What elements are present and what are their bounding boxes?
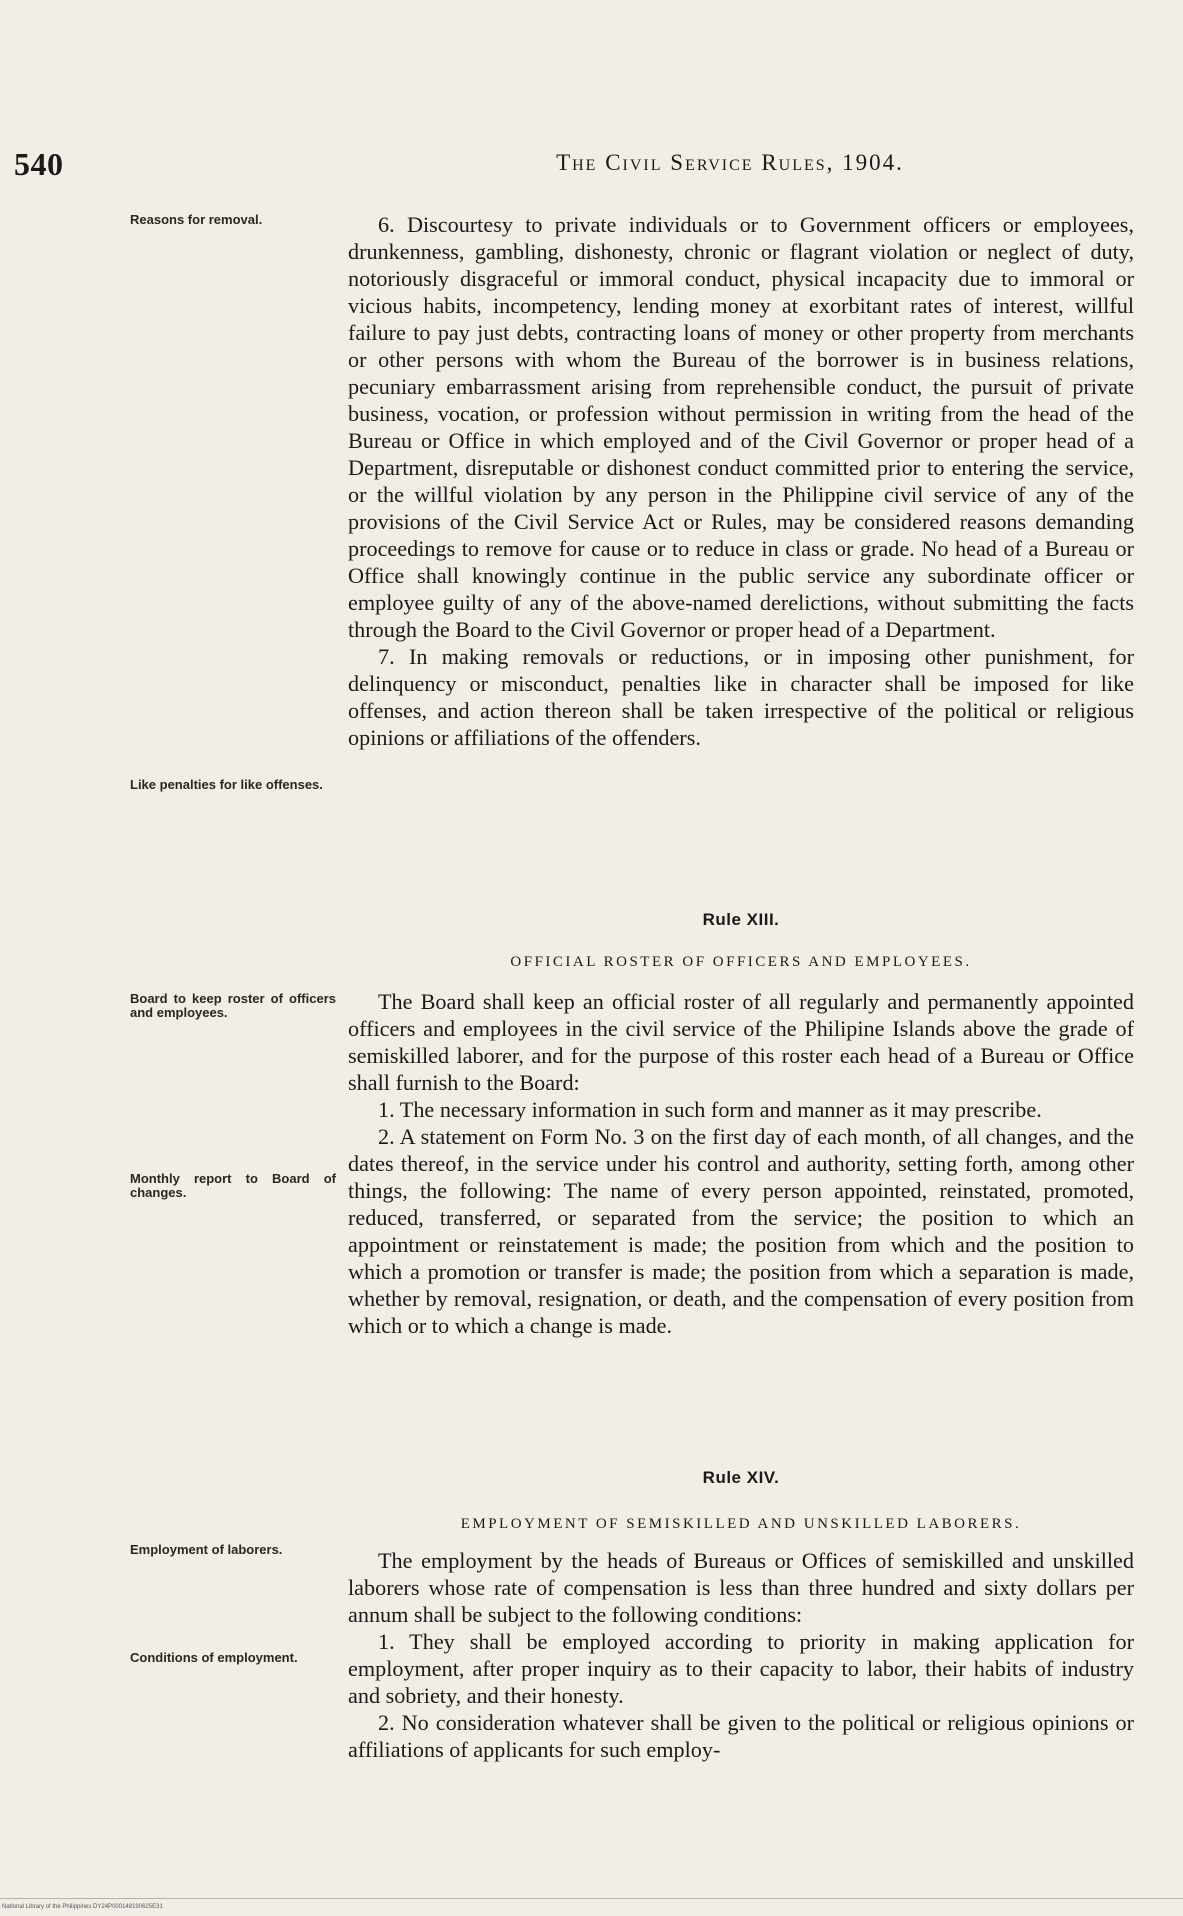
paragraph-6: 6. Discourtesy to private individuals or to Government officers or employees, drunkenness, gambling, dishonesty, chronic or flagrant violation or neglect of duty, notoriously disgraceful or immoral conduct, physical incapacity due to immoral or vicious habits, incompetency, lending money at exorbitant rates of interest, willful failure to pay just debts, contracting loans of money or other property from merchants or other persons with whom the Bureau of the borrower is in business relations, pecuniary embarrassment arising from reprehensible conduct, the pursuit of private business, vocation, or profession without permission in writing from the head of the Bureau or Office in which employed and of the Civil Governor or proper head of a Department, disreputable or dishonest conduct committed prior to entering the service, or the willful violation by any person in the Philippine civil service of any of the provisions of the Civil Service Act or Rules, may be considered reasons demanding proceedings to remove for cause or to reduce in class or grade. No head of a Bureau or Office shall knowingly continue in the public service any subordinate officer or employee guilty of any of the above-named derelictions, without submitting the facts through the Board to the Civil Governor or proper head of a Department.: [348, 212, 1134, 642]
page-number: 540: [14, 146, 64, 182]
running-head: The Civil Service Rules, 1904.: [556, 150, 904, 175]
rule-xiv-item-1: 1. They shall be employed according to priority in making application for employment, after proper inquiry as to their capacity to labor, their habits of industry and sobriety, and their honesty.: [348, 1629, 1134, 1708]
margin-note-employment-of-laborers: Employment of laborers.: [130, 1542, 283, 1557]
footer-divider: [0, 1898, 1183, 1899]
body-section-removal: [348, 211, 1134, 751]
body-section-rule-xiii: [348, 988, 1134, 1339]
margin-note-reasons-for-removal: Reasons for removal.: [130, 212, 263, 227]
rule-xiii-subheading: OFFICIAL ROSTER OF OFFICERS AND EMPLOYEES.: [510, 954, 972, 970]
rule-xiv-intro: The employment by the heads of Bureaus or Offices of semiskilled and unskilled laborers whose rate of compensation is less than three hundred and sixty dollars per annum shall be subject to the following conditions:: [348, 1548, 1134, 1627]
rule-xiii-item-2: 2. A statement on Form No. 3 on the first day of each month, of all changes, and the dates thereof, in the service under his control and authority, setting forth, among other things, the following: The name of every person appointed, reinstated, promoted, reduced, transferred, or separated from the service; the position to which an appointment or reinstatement is made; the position from which and the position to which a promotion or transfer is made; the position from which a separation is made, whether by removal, resignation, or death, and the compensation of every position from which or to which a change is made.: [348, 1124, 1134, 1338]
margin-note-like-penalties: Like penalties for like offenses.: [130, 777, 323, 792]
paragraph-7: 7. In making removals or reductions, or in imposing other punishment, for delinquency or misconduct, penalties like in character shall be imposed for like offenses, and action thereon shall be taken irrespective of the political or religious opinions or affiliations of the offenders.: [348, 644, 1134, 750]
rule-xiv-subheading: EMPLOYMENT OF SEMISKILLED AND UNSKILLED LABORERS.: [460, 1516, 1022, 1532]
body-section-rule-xiv: [348, 1547, 1134, 1763]
rule-xiv-item-2: 2. No consideration whatever shall be given to the political or religious opinions or affiliations of applicants for such employ-: [348, 1710, 1134, 1762]
margin-note-board-roster: Board to keep roster of officers and employees.: [130, 991, 336, 1020]
rule-xiii-heading: Rule XIII.: [702, 910, 780, 929]
rule-xiii-intro: The Board shall keep an official roster of all regularly and permanently appointed officers and employees in the civil service of the Philipine Islands above the grade of semiskilled laborer, and for the purpose of this roster each head of a Bureau or Office shall furnish to the Board:: [348, 989, 1134, 1095]
footer-credit: National Library of the Philippines DY24P000148190625E31: [2, 1904, 163, 1910]
margin-note-monthly-report: Monthly report to Board of changes.: [130, 1171, 336, 1200]
rule-xiv-heading: Rule XIV.: [702, 1468, 780, 1487]
margin-note-conditions-of-employment: Conditions of employment.: [130, 1650, 298, 1665]
rule-xiii-item-1: 1. The necessary information in such form and manner as it may prescribe.: [378, 1097, 1042, 1122]
